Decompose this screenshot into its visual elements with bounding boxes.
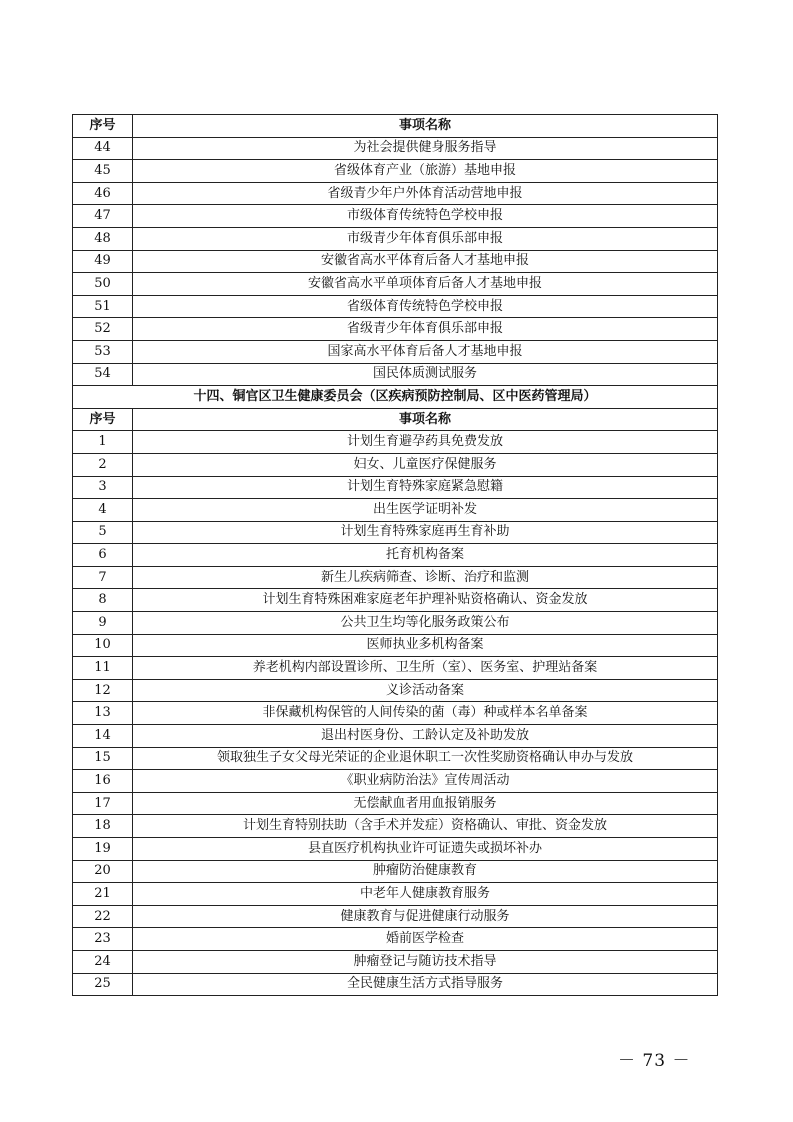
header-item-name: 事项名称 bbox=[133, 115, 718, 138]
row-item-name: 计划生育特殊家庭紧急慰籍 bbox=[133, 476, 718, 499]
table-row bbox=[73, 318, 718, 341]
row-item-name: 县直医疗机构执业许可证遗失或损坏补办 bbox=[133, 838, 718, 861]
row-number: 4 bbox=[73, 499, 133, 522]
row-item-name: 市级体育传统特色学校申报 bbox=[133, 205, 718, 228]
group1-body bbox=[73, 137, 718, 996]
row-number: 2 bbox=[73, 453, 133, 476]
table-row bbox=[73, 725, 718, 748]
section-title-row bbox=[73, 386, 718, 409]
table-row bbox=[73, 950, 718, 973]
row-item-name: 为社会提供健身服务指导 bbox=[133, 137, 718, 160]
row-number: 49 bbox=[73, 250, 133, 273]
row-number: 7 bbox=[73, 566, 133, 589]
row-item-name: 非保藏机构保管的人间传染的菌（毒）种或样本名单备案 bbox=[133, 702, 718, 725]
table-header-row bbox=[73, 408, 718, 431]
row-item-name: 市级青少年体育俱乐部申报 bbox=[133, 227, 718, 250]
table-row bbox=[73, 928, 718, 951]
row-number: 12 bbox=[73, 679, 133, 702]
row-item-name: 出生医学证明补发 bbox=[133, 499, 718, 522]
row-item-name: 省级体育产业（旅游）基地申报 bbox=[133, 160, 718, 183]
row-item-name: 养老机构内部设置诊所、卫生所（室）、医务室、护理站备案 bbox=[133, 657, 718, 680]
table-row bbox=[73, 860, 718, 883]
row-item-name: 退出村医身份、工龄认定及补助发放 bbox=[133, 725, 718, 748]
row-item-name: 省级青少年户外体育活动营地申报 bbox=[133, 182, 718, 205]
row-item-name: 妇女、儿童医疗保健服务 bbox=[133, 453, 718, 476]
row-item-name: 新生儿疾病筛查、诊断、治疗和监测 bbox=[133, 566, 718, 589]
table-row bbox=[73, 589, 718, 612]
table-row bbox=[73, 883, 718, 906]
table-row bbox=[73, 747, 718, 770]
table-row bbox=[73, 792, 718, 815]
row-item-name: 领取独生子女父母光荣证的企业退休职工一次性奖励资格确认申办与发放 bbox=[133, 747, 718, 770]
row-number: 6 bbox=[73, 544, 133, 567]
row-item-name: 肿瘤防治健康教育 bbox=[133, 860, 718, 883]
row-number: 21 bbox=[73, 883, 133, 906]
row-number: 45 bbox=[73, 160, 133, 183]
row-item-name: 无偿献血者用血报销服务 bbox=[133, 792, 718, 815]
row-number: 15 bbox=[73, 747, 133, 770]
table-row bbox=[73, 521, 718, 544]
row-number: 1 bbox=[73, 431, 133, 454]
header-serial-number: 序号 bbox=[73, 408, 133, 431]
table-row bbox=[73, 137, 718, 160]
table-row bbox=[73, 363, 718, 386]
row-item-name: 国家高水平体育后备人才基地申报 bbox=[133, 340, 718, 363]
section-title: 十四、铜官区卫生健康委员会（区疾病预防控制局、区中医药管理局） bbox=[73, 386, 718, 409]
row-number: 13 bbox=[73, 702, 133, 725]
row-number: 52 bbox=[73, 318, 133, 341]
row-number: 23 bbox=[73, 928, 133, 951]
row-number: 16 bbox=[73, 770, 133, 793]
row-number: 20 bbox=[73, 860, 133, 883]
table-row bbox=[73, 431, 718, 454]
table-row bbox=[73, 634, 718, 657]
table-row bbox=[73, 227, 718, 250]
table-row bbox=[73, 679, 718, 702]
row-number: 8 bbox=[73, 589, 133, 612]
row-item-name: 医师执业多机构备案 bbox=[133, 634, 718, 657]
row-item-name: 肿瘤登记与随访技术指导 bbox=[133, 950, 718, 973]
row-item-name: 计划生育特殊家庭再生育补助 bbox=[133, 521, 718, 544]
table-row bbox=[73, 273, 718, 296]
row-item-name: 全民健康生活方式指导服务 bbox=[133, 973, 718, 996]
table-row bbox=[73, 544, 718, 567]
table-row bbox=[73, 250, 718, 273]
table-row bbox=[73, 815, 718, 838]
page-number: － 73 － bbox=[618, 1051, 691, 1071]
row-item-name: 义诊活动备案 bbox=[133, 679, 718, 702]
row-number: 44 bbox=[73, 137, 133, 160]
row-number: 53 bbox=[73, 340, 133, 363]
row-number: 50 bbox=[73, 273, 133, 296]
row-number: 5 bbox=[73, 521, 133, 544]
row-item-name: 安徽省高水平单项体育后备人才基地申报 bbox=[133, 273, 718, 296]
row-number: 51 bbox=[73, 295, 133, 318]
table-row bbox=[73, 453, 718, 476]
row-number: 46 bbox=[73, 182, 133, 205]
row-item-name: 计划生育避孕药具免费发放 bbox=[133, 431, 718, 454]
row-item-name: 安徽省高水平体育后备人才基地申报 bbox=[133, 250, 718, 273]
table-row bbox=[73, 612, 718, 635]
row-item-name: 公共卫生均等化服务政策公布 bbox=[133, 612, 718, 635]
row-item-name: 托育机构备案 bbox=[133, 544, 718, 567]
row-number: 47 bbox=[73, 205, 133, 228]
table-row bbox=[73, 182, 718, 205]
row-item-name: 计划生育特殊困难家庭老年护理补贴资格确认、资金发放 bbox=[133, 589, 718, 612]
row-number: 17 bbox=[73, 792, 133, 815]
table-row bbox=[73, 499, 718, 522]
row-number: 22 bbox=[73, 905, 133, 928]
row-item-name: 国民体质测试服务 bbox=[133, 363, 718, 386]
table-row bbox=[73, 160, 718, 183]
row-item-name: 婚前医学检查 bbox=[133, 928, 718, 951]
table-row bbox=[73, 295, 718, 318]
row-number: 3 bbox=[73, 476, 133, 499]
row-number: 54 bbox=[73, 363, 133, 386]
row-item-name: 《职业病防治法》宣传周活动 bbox=[133, 770, 718, 793]
row-number: 10 bbox=[73, 634, 133, 657]
table-row bbox=[73, 476, 718, 499]
table-row bbox=[73, 566, 718, 589]
row-number: 14 bbox=[73, 725, 133, 748]
table-row bbox=[73, 905, 718, 928]
table-header-row bbox=[73, 115, 718, 138]
row-number: 48 bbox=[73, 227, 133, 250]
header-item-name: 事项名称 bbox=[133, 408, 718, 431]
service-items-table bbox=[72, 114, 718, 996]
table-row bbox=[73, 205, 718, 228]
row-number: 9 bbox=[73, 612, 133, 635]
row-item-name: 省级体育传统特色学校申报 bbox=[133, 295, 718, 318]
row-number: 24 bbox=[73, 950, 133, 973]
row-number: 19 bbox=[73, 838, 133, 861]
row-number: 25 bbox=[73, 973, 133, 996]
table-row bbox=[73, 973, 718, 996]
table-row bbox=[73, 657, 718, 680]
table-row bbox=[73, 838, 718, 861]
table-row bbox=[73, 702, 718, 725]
row-number: 18 bbox=[73, 815, 133, 838]
table-row bbox=[73, 770, 718, 793]
row-item-name: 计划生育特别扶助（含手术并发症）资格确认、审批、资金发放 bbox=[133, 815, 718, 838]
header-serial-number: 序号 bbox=[73, 115, 133, 138]
row-item-name: 中老年人健康教育服务 bbox=[133, 883, 718, 906]
row-item-name: 省级青少年体育俱乐部申报 bbox=[133, 318, 718, 341]
row-item-name: 健康教育与促进健康行动服务 bbox=[133, 905, 718, 928]
table-row bbox=[73, 340, 718, 363]
row-number: 11 bbox=[73, 657, 133, 680]
